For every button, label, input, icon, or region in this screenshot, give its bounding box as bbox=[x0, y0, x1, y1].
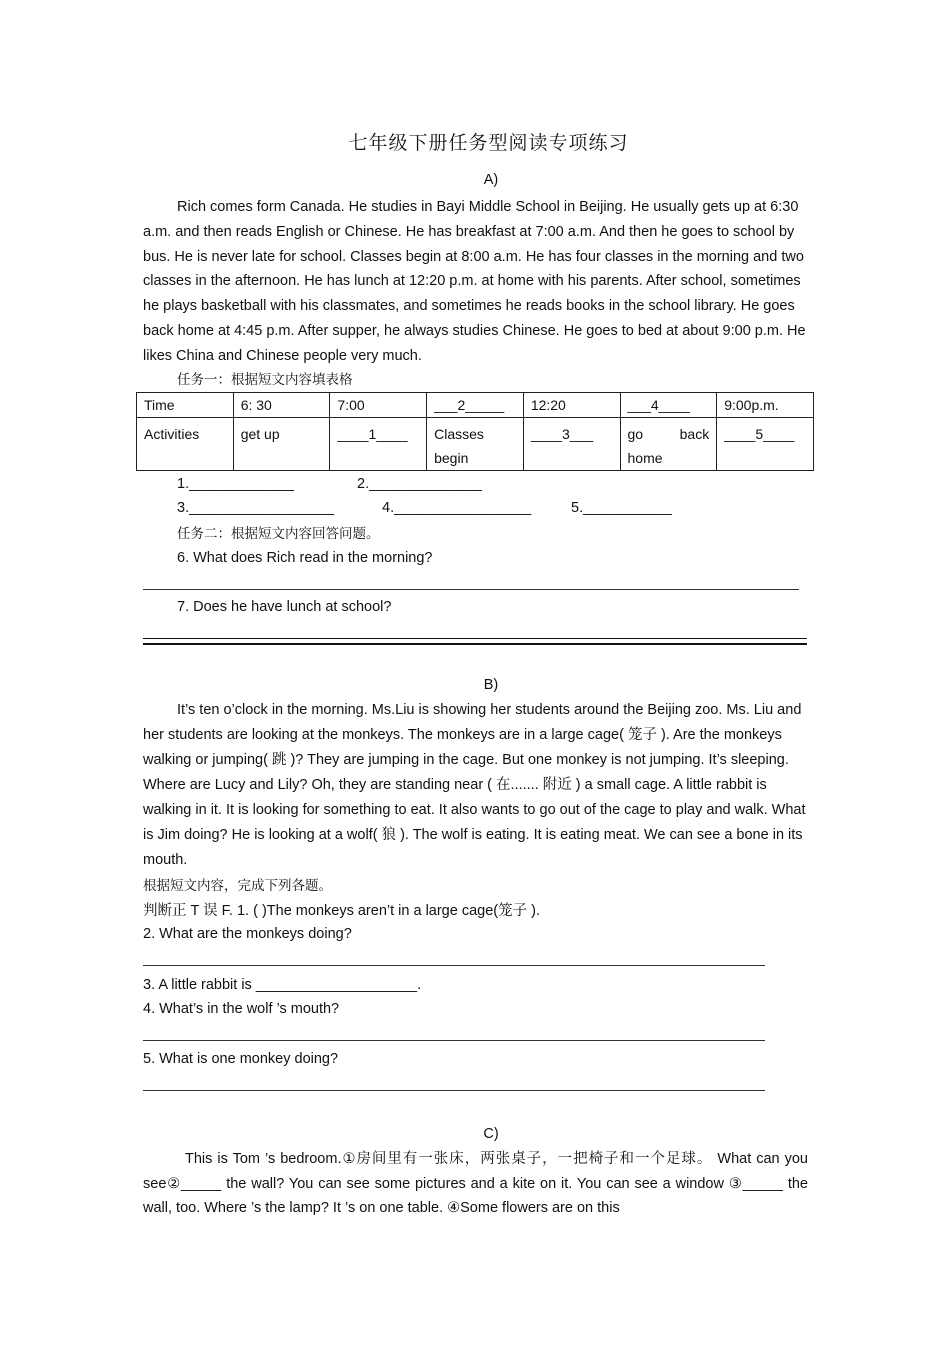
table-cell: 7:00 bbox=[330, 393, 427, 418]
question-6: 6. What does Rich read in the morning? bbox=[177, 550, 433, 566]
question-b4: 4. What’s in the wolf ’s mouth? bbox=[143, 1001, 340, 1017]
table-cell: get up bbox=[233, 418, 330, 471]
blank-4-cell[interactable]: ___4____ bbox=[620, 393, 717, 418]
table-cell: 6: 30 bbox=[233, 393, 330, 418]
table-cell: Time bbox=[137, 393, 234, 418]
question-7: 7. Does he have lunch at school? bbox=[177, 599, 392, 615]
answer-blank-1[interactable]: 1._____________ bbox=[177, 476, 294, 492]
section-b-instruction: 根据短文内容，完成下列各题。 bbox=[143, 878, 332, 894]
section-a-passage: Rich comes form Canada. He studies in Bayi Middle School in Beijing. He usually gets up at 6:30 a.m. and then reads English or Chinese. He has breakfast at 7:00 a.m. And then he goes to school by bus. He is never late for school. Classes begin at 8:00 a.m. He has four classes in the morning and two classes in the afternoon. He has lunch at 12:20 p.m. at home with his parents. After school, sometimes he plays basketball with his classmates, and sometimes he reads books in the school library. He goes back home at 4:45 p.m. After supper, he always studies Chinese. He goes to bed at about 9:00 p.m. He likes China and Chinese people very much. bbox=[143, 199, 806, 364]
blank-1-cell[interactable]: ____1____ bbox=[330, 418, 427, 471]
question-b1: 判断正 T 误 F. 1. ( )The monkeys aren’t in a large cage(笼子 ). bbox=[143, 903, 540, 919]
page-title: 七年级下册任务型阅读专项练习 bbox=[348, 132, 629, 154]
section-c-heading: C) bbox=[483, 1126, 499, 1142]
answer-line-6[interactable] bbox=[143, 589, 799, 590]
blank-5-cell[interactable]: ____5____ bbox=[717, 418, 814, 471]
question-b3[interactable]: 3. A little rabbit is ____________________. bbox=[143, 977, 422, 993]
answer-blank-4[interactable]: 4._________________ bbox=[382, 500, 532, 516]
table-row-time bbox=[137, 393, 814, 418]
answer-blank-2[interactable]: 2.______________ bbox=[357, 476, 482, 492]
blank-3-cell[interactable]: ____3___ bbox=[523, 418, 620, 471]
task-two-instruction: 任务二：根据短文内容回答问题。 bbox=[177, 526, 380, 542]
answer-blank-5[interactable]: 5.___________ bbox=[571, 500, 672, 516]
table-cell: 9:00p.m. bbox=[717, 393, 814, 418]
section-b-heading: B) bbox=[483, 677, 499, 693]
question-b5: 5. What is one monkey doing? bbox=[143, 1051, 339, 1067]
section-a-heading: A) bbox=[483, 172, 499, 188]
table-cell: 12:20 bbox=[523, 393, 620, 418]
table-row-activities bbox=[137, 418, 814, 471]
answer-line-b4[interactable] bbox=[143, 1040, 765, 1041]
section-c-passage: This is Tom ’s bedroom.①房间里有一张床，两张桌子，一把椅子和一个足球。 What can you see②_____ the wall? You can see some pictures and a kite on it. You can see a window ③_____ the wall, too. Where ’s the lamp? It ’s on one table. ④Some flowers are on this bbox=[143, 1151, 808, 1217]
table-cell: Activities bbox=[137, 418, 234, 471]
table-cell: Classes begin bbox=[427, 418, 524, 471]
fill-in-table bbox=[136, 392, 814, 471]
question-b2: 2. What are the monkeys doing? bbox=[143, 926, 352, 942]
answer-line-b5[interactable] bbox=[143, 1090, 765, 1091]
section-b-passage: It’s ten o’clock in the morning. Ms.Liu is showing her students around the Beijing zoo. Ms. Liu and her students are looking at the monkeys. The monkeys are in a large cage( 笼子 ). Are the monkeys walking or jumping( 跳 )? They are jumping in the cage. But one monkey is not jumping. It’s sleeping. Where are Lucy and Lily? Oh, they are standing near ( 在....... 附近 ) a small cage. A little rabbit is walking in it. It is looking for something to eat. It also wants to go out of the cage to play and walk. What is Jim doing? He is looking at a wolf( 狼 ). The wolf is eating. It is eating meat. We can see a bone in its mouth. bbox=[143, 702, 806, 868]
answer-blank-3[interactable]: 3.__________________ bbox=[177, 500, 335, 516]
section-divider[interactable] bbox=[143, 638, 807, 645]
answer-line-b2[interactable] bbox=[143, 965, 765, 966]
blank-2-cell[interactable]: ___2_____ bbox=[427, 393, 524, 418]
task-one-instruction: 任务一：根据短文内容填表格 bbox=[177, 372, 353, 388]
table-cell: go back home bbox=[620, 418, 717, 471]
